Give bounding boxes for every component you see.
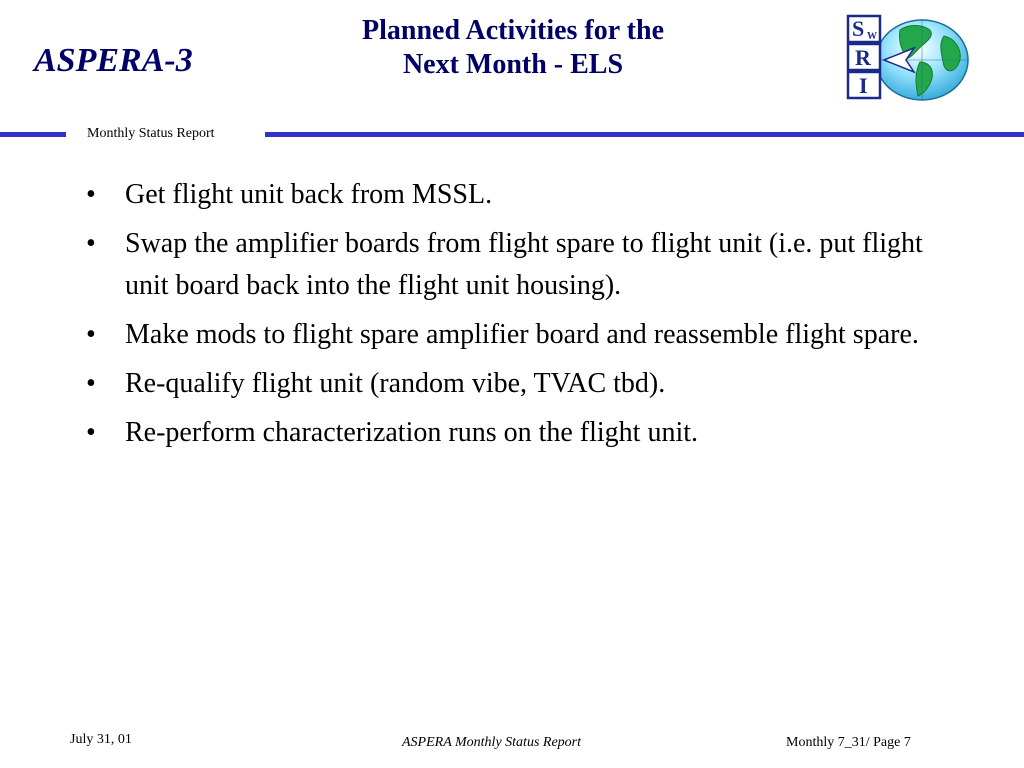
aspera-3-logo-text: ASPERA-3 — [34, 42, 193, 79]
slide-title-line-2: Next Month - ELS — [402, 49, 624, 80]
header-rule-right — [265, 132, 1024, 137]
slide-title — [268, 14, 758, 82]
bullet-item-2: • Swap the amplifier boards from flight spare to flight unit (i.e. put flight unit board back into the flight unit housing). — [86, 223, 966, 307]
swri-globe-logo — [838, 12, 970, 104]
footer-date: July 31, 01 — [70, 732, 132, 747]
logo-letter-s: S — [852, 16, 865, 41]
footer-report-name: ASPERA Monthly Status Report — [402, 735, 581, 750]
logo-letter-w: W — [867, 31, 877, 42]
bullet-list — [86, 174, 966, 461]
bullet-item-3: • Make mods to flight spare amplifier board and reassemble flight spare. — [86, 314, 966, 356]
logo-letter-r: R — [855, 45, 871, 70]
slide-title-line-1: Planned Activities for the — [361, 15, 664, 46]
bullet-item-4: • Re-qualify flight unit (random vibe, TVAC tbd). — [86, 363, 966, 405]
header-rule-left — [0, 132, 66, 137]
bullet-item-1: • Get flight unit back from MSSL. — [86, 174, 966, 216]
bullet-item-5: • Re-perform characterization runs on the flight unit. — [86, 412, 966, 454]
logo-letter-i: I — [859, 73, 868, 98]
header-subtitle: Monthly Status Report — [87, 126, 215, 141]
footer-page-number: Monthly 7_31/ Page 7 — [786, 735, 911, 750]
